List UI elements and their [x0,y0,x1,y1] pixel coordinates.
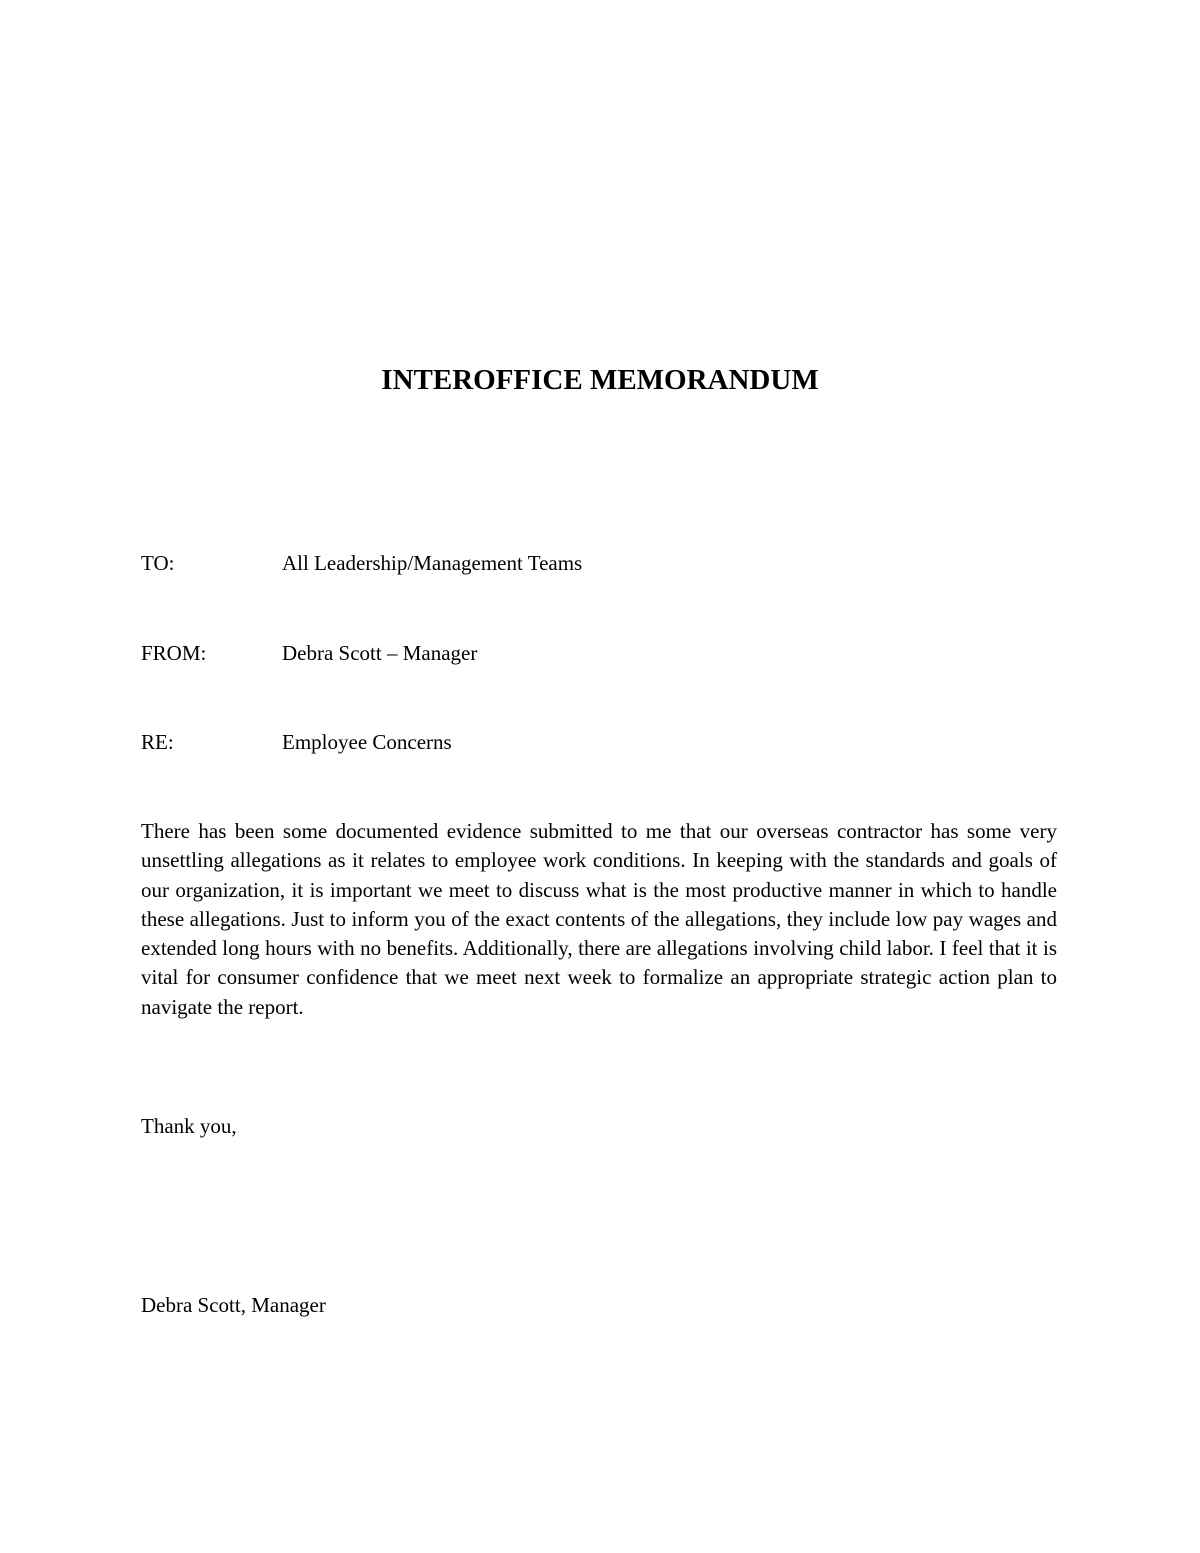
memo-to-field [141,548,1041,578]
memo-re-field [141,727,1041,757]
memo-to-label: TO: [141,551,175,575]
memo-re-label: RE: [141,730,174,754]
memo-from-value: Debra Scott – Manager [282,641,478,665]
memo-title: INTEROFFICE MEMORANDUM [381,364,819,396]
memo-re-value: Employee Concerns [282,730,452,754]
memo-signature: Debra Scott, Manager [141,1293,326,1317]
memo-from-label: FROM: [141,641,207,665]
memo-to-value: All Leadership/Management Teams [282,551,583,575]
memo-from-field [141,638,1041,668]
memo-closing: Thank you, [141,1114,237,1138]
memo-body: There has been some documented evidence submitted to me that our overseas contractor has some very unsettling allegations as it relates to employee work conditions. In keeping with the standards and goals of our organization, it is important we meet to discuss what is the most productive manner in which to handle these allegations. Just to inform you of the exact contents of the allegations, they include low pay wages and extended long hours with no benefits. Additionally, there are allegations involving child labor. I feel that it is vital for consumer confidence that we meet next week to formalize an appropriate strategic action plan to navigate the report. [141,819,1057,1019]
